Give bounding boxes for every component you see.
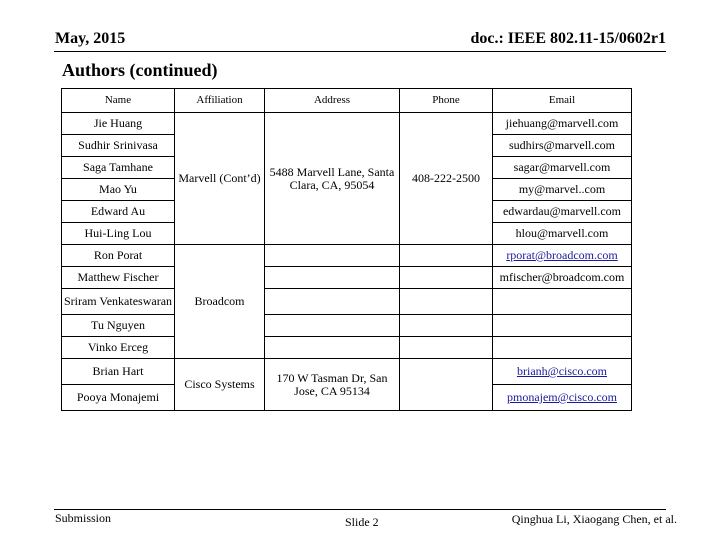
header-date: May, 2015 [55,30,126,47]
phone-cell: 408-222-2500 [400,113,493,245]
table-row [62,289,632,315]
email-link[interactable]: brianh@cisco.com [516,364,608,378]
phone-cell [400,289,493,315]
author-name: Pooya Monajemi [62,385,175,411]
column-header-name: Name [62,89,175,113]
author-name: Brian Hart [62,359,175,385]
phone-cell [400,267,493,289]
author-name: Tu Nguyen [62,315,175,337]
author-email: sagar@marvell.com [493,157,632,179]
author-email: hlou@marvell.com [493,223,632,245]
author-email [493,315,632,337]
phone-cell [400,245,493,267]
table-row [62,359,632,385]
author-name: Saga Tamhane [62,157,175,179]
table-row [62,113,632,135]
slide-title: Authors (continued) [62,60,218,80]
author-name: Hui-Ling Lou [62,223,175,245]
author-email: edwardau@marvell.com [493,201,632,223]
address-cell [265,289,400,315]
author-email: sudhirs@marvell.com [493,135,632,157]
authors-table [61,88,632,411]
header-rule [54,51,666,52]
phone-cell [400,337,493,359]
column-header-email: Email [493,89,632,113]
table-row [62,267,632,289]
author-name: Matthew Fischer [62,267,175,289]
footer-submission: Submission [55,511,112,525]
author-email[interactable] [493,359,632,385]
table-row [62,337,632,359]
footer-authors: Qinghua Li, Xiaogang Chen, et al. [511,512,677,526]
address-cell [265,337,400,359]
column-header-affiliation: Affiliation [175,89,265,113]
author-email: my@marvel..com [493,179,632,201]
author-email: mfischer@broadcom.com [493,267,632,289]
address-cell: 5488 Marvell Lane, Santa Clara, CA, 95054 [265,113,400,245]
footer-rule [54,509,666,510]
address-cell: 170 W Tasman Dr, San Jose, CA 95134 [265,359,400,411]
affiliation-cell: Broadcom [175,245,265,359]
affiliation-cell: Marvell (Cont’d) [175,113,265,245]
author-name: Vinko Erceg [62,337,175,359]
author-email: jiehuang@marvell.com [493,113,632,135]
author-name: Mao Yu [62,179,175,201]
author-name: Ron Porat [62,245,175,267]
author-name: Jie Huang [62,113,175,135]
author-name: Sudhir Srinivasa [62,135,175,157]
author-name: Sriram Venkateswaran [62,289,175,315]
email-link[interactable]: pmonajem@cisco.com [506,390,618,404]
column-header-phone: Phone [400,89,493,113]
author-email[interactable] [493,385,632,411]
table-row [62,245,632,267]
header-doc-id: doc.: IEEE 802.11-15/0602r1 [470,30,666,47]
address-cell [265,315,400,337]
table-header-row [62,89,632,113]
column-header-address: Address [265,89,400,113]
author-email [493,337,632,359]
author-email[interactable] [493,245,632,267]
affiliation-cell: Cisco Systems [175,359,265,411]
phone-cell [400,359,493,411]
email-link[interactable]: rporat@broadcom.com [506,248,618,262]
table-row [62,315,632,337]
footer-slide-number: Slide 2 [345,515,379,529]
address-cell [265,267,400,289]
author-email [493,289,632,315]
phone-cell [400,315,493,337]
address-cell [265,245,400,267]
author-name: Edward Au [62,201,175,223]
